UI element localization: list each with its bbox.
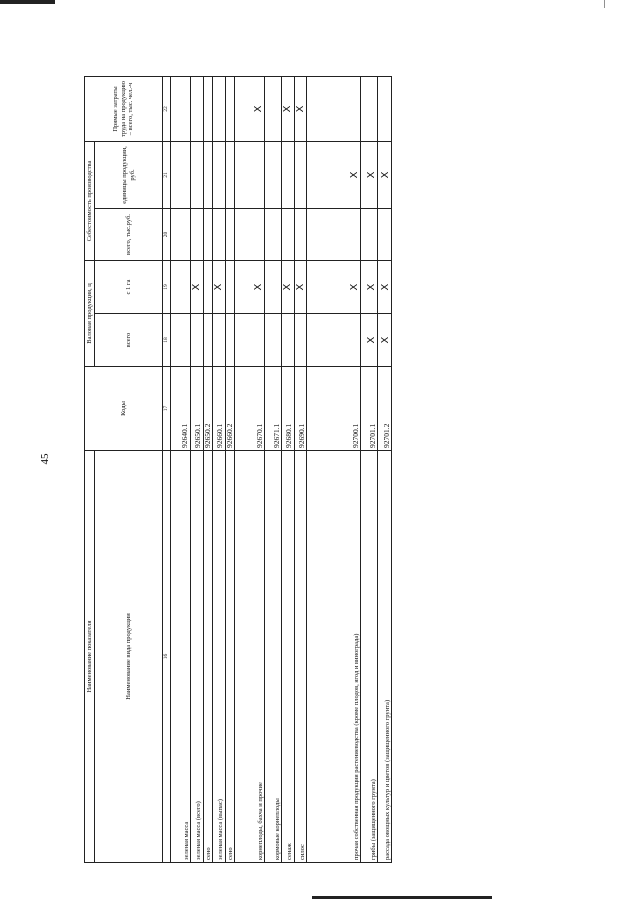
column-number: 21	[163, 141, 171, 208]
cost-total-cell	[294, 209, 307, 261]
labor-header: Прямые затраты труда на продукцию – всего, тыс. чел.-ч	[85, 76, 163, 141]
code-cell: 92650.2	[203, 367, 213, 451]
gross-total-cell: X	[378, 314, 392, 367]
cost-unit-cell	[235, 141, 265, 208]
cost-unit-cell	[282, 141, 295, 208]
labor-cell	[171, 76, 191, 141]
per-ha-cell	[225, 261, 235, 314]
labor-cell	[361, 76, 378, 141]
indicator-group-header: Наименование показателя	[85, 451, 95, 863]
table-row	[294, 76, 307, 862]
cost-total-header: всего, тыс.руб.	[95, 209, 163, 261]
per-ha-cell: X	[361, 261, 378, 314]
column-number: 20	[163, 209, 171, 261]
product-name-cell: зеленая масса (всего)	[191, 451, 204, 863]
product-name-cell: сенаж	[282, 451, 295, 863]
code-cell: 92690.1	[294, 367, 307, 451]
scan-edge-right	[604, 0, 605, 8]
column-number: 19	[163, 261, 171, 314]
gross-total-cell	[294, 314, 307, 367]
per-ha-header: с 1 га	[95, 261, 163, 314]
product-name-cell: зеленая масса	[171, 451, 191, 863]
product-name-cell: рассада овощных культур и цветов (защищенного грунта)	[378, 451, 392, 863]
product-name-cell: грибы (защищенного грунта)	[361, 451, 378, 863]
cost-header: Себестоимость производства	[85, 141, 95, 260]
table-wrapper	[84, 77, 389, 863]
table-row	[361, 76, 378, 862]
column-number: 22	[163, 76, 171, 141]
cost-total-cell	[191, 209, 204, 261]
table-body	[171, 76, 392, 862]
gross-total-cell	[282, 314, 295, 367]
labor-cell: X	[294, 76, 307, 141]
gross-total-cell	[225, 314, 235, 367]
column-number: 16	[163, 451, 171, 863]
per-ha-cell: X	[307, 261, 361, 314]
gross-output-header: Валовая продукция, ц	[85, 261, 95, 367]
scan-edge-bottom	[312, 896, 492, 899]
cost-total-cell	[213, 209, 226, 261]
labor-cell	[203, 76, 213, 141]
cost-unit-cell: X	[361, 141, 378, 208]
gross-total-cell	[235, 314, 265, 367]
form-table	[84, 76, 392, 863]
column-number: 17	[163, 367, 171, 451]
product-name-cell: зеленая масса (выпас)	[213, 451, 226, 863]
rotated-table-frame	[84, 77, 389, 863]
page-number: 45	[39, 453, 51, 465]
cost-total-cell	[225, 209, 235, 261]
cost-unit-cell	[213, 141, 226, 208]
code-cell: 92640.1	[171, 367, 191, 451]
scan-edge-top	[0, 0, 55, 4]
table-row	[213, 76, 226, 862]
code-cell: 92701.2	[378, 367, 392, 451]
cost-total-cell	[203, 209, 213, 261]
per-ha-cell: X	[282, 261, 295, 314]
cost-unit-cell	[191, 141, 204, 208]
labor-cell	[225, 76, 235, 141]
column-number: 18	[163, 314, 171, 367]
table-row	[307, 76, 361, 862]
cost-total-cell	[235, 209, 265, 261]
table-row	[225, 76, 235, 862]
per-ha-cell: X	[191, 261, 204, 314]
per-ha-cell: X	[213, 261, 226, 314]
gross-total-cell	[191, 314, 204, 367]
cost-unit-cell	[225, 141, 235, 208]
table-row	[265, 76, 282, 862]
per-ha-cell: X	[378, 261, 392, 314]
product-name-cell: кормовые корнеплоды	[265, 451, 282, 863]
table-row	[203, 76, 213, 862]
gross-total-cell	[203, 314, 213, 367]
code-cell: 92650.1	[191, 367, 204, 451]
cost-unit-header: единицы продукции, руб.	[95, 141, 163, 208]
gross-total-cell: X	[361, 314, 378, 367]
table-row	[378, 76, 392, 862]
cost-unit-cell	[265, 141, 282, 208]
cost-unit-cell: X	[378, 141, 392, 208]
labor-cell	[191, 76, 204, 141]
table-row	[235, 76, 265, 862]
cost-unit-cell: X	[307, 141, 361, 208]
code-header: Коды	[85, 367, 163, 451]
gross-total-cell	[265, 314, 282, 367]
code-cell: 92660.2	[225, 367, 235, 451]
cost-total-cell	[361, 209, 378, 261]
code-cell: 92680.1	[282, 367, 295, 451]
per-ha-cell	[171, 261, 191, 314]
code-cell: 92671.1	[265, 367, 282, 451]
table-row	[191, 76, 204, 862]
labor-cell	[378, 76, 392, 141]
product-name-cell: прочая собственная продукция растениеводства (кроме плодов, ягод и винограда)	[307, 451, 361, 863]
cost-total-cell	[307, 209, 361, 261]
column-number-row	[163, 76, 171, 862]
labor-cell	[213, 76, 226, 141]
gross-total-header: всего	[95, 314, 163, 367]
cost-total-cell	[282, 209, 295, 261]
product-name-cell: корнеплоды, бахча и прочие	[235, 451, 265, 863]
product-name-cell: сено	[203, 451, 213, 863]
product-name-cell: сено	[225, 451, 235, 863]
cost-unit-cell	[171, 141, 191, 208]
cost-total-cell	[171, 209, 191, 261]
code-cell: 92670.1	[235, 367, 265, 451]
cost-total-cell	[378, 209, 392, 261]
per-ha-cell	[203, 261, 213, 314]
cost-unit-cell	[203, 141, 213, 208]
gross-total-cell	[213, 314, 226, 367]
per-ha-cell	[265, 261, 282, 314]
labor-cell: X	[282, 76, 295, 141]
labor-cell	[265, 76, 282, 141]
labor-cell: X	[235, 76, 265, 141]
gross-total-cell	[171, 314, 191, 367]
code-cell: 92701.1	[361, 367, 378, 451]
per-ha-cell: X	[294, 261, 307, 314]
product-name-header: Наименование вида продукции	[95, 451, 163, 863]
product-name-cell: силос	[294, 451, 307, 863]
cost-total-cell	[265, 209, 282, 261]
labor-cell	[307, 76, 361, 141]
code-cell: 92660.1	[213, 367, 226, 451]
per-ha-cell: X	[235, 261, 265, 314]
cost-unit-cell	[294, 141, 307, 208]
table-row	[282, 76, 295, 862]
table-row	[171, 76, 191, 862]
gross-total-cell	[307, 314, 361, 367]
code-cell: 92700.1	[307, 367, 361, 451]
